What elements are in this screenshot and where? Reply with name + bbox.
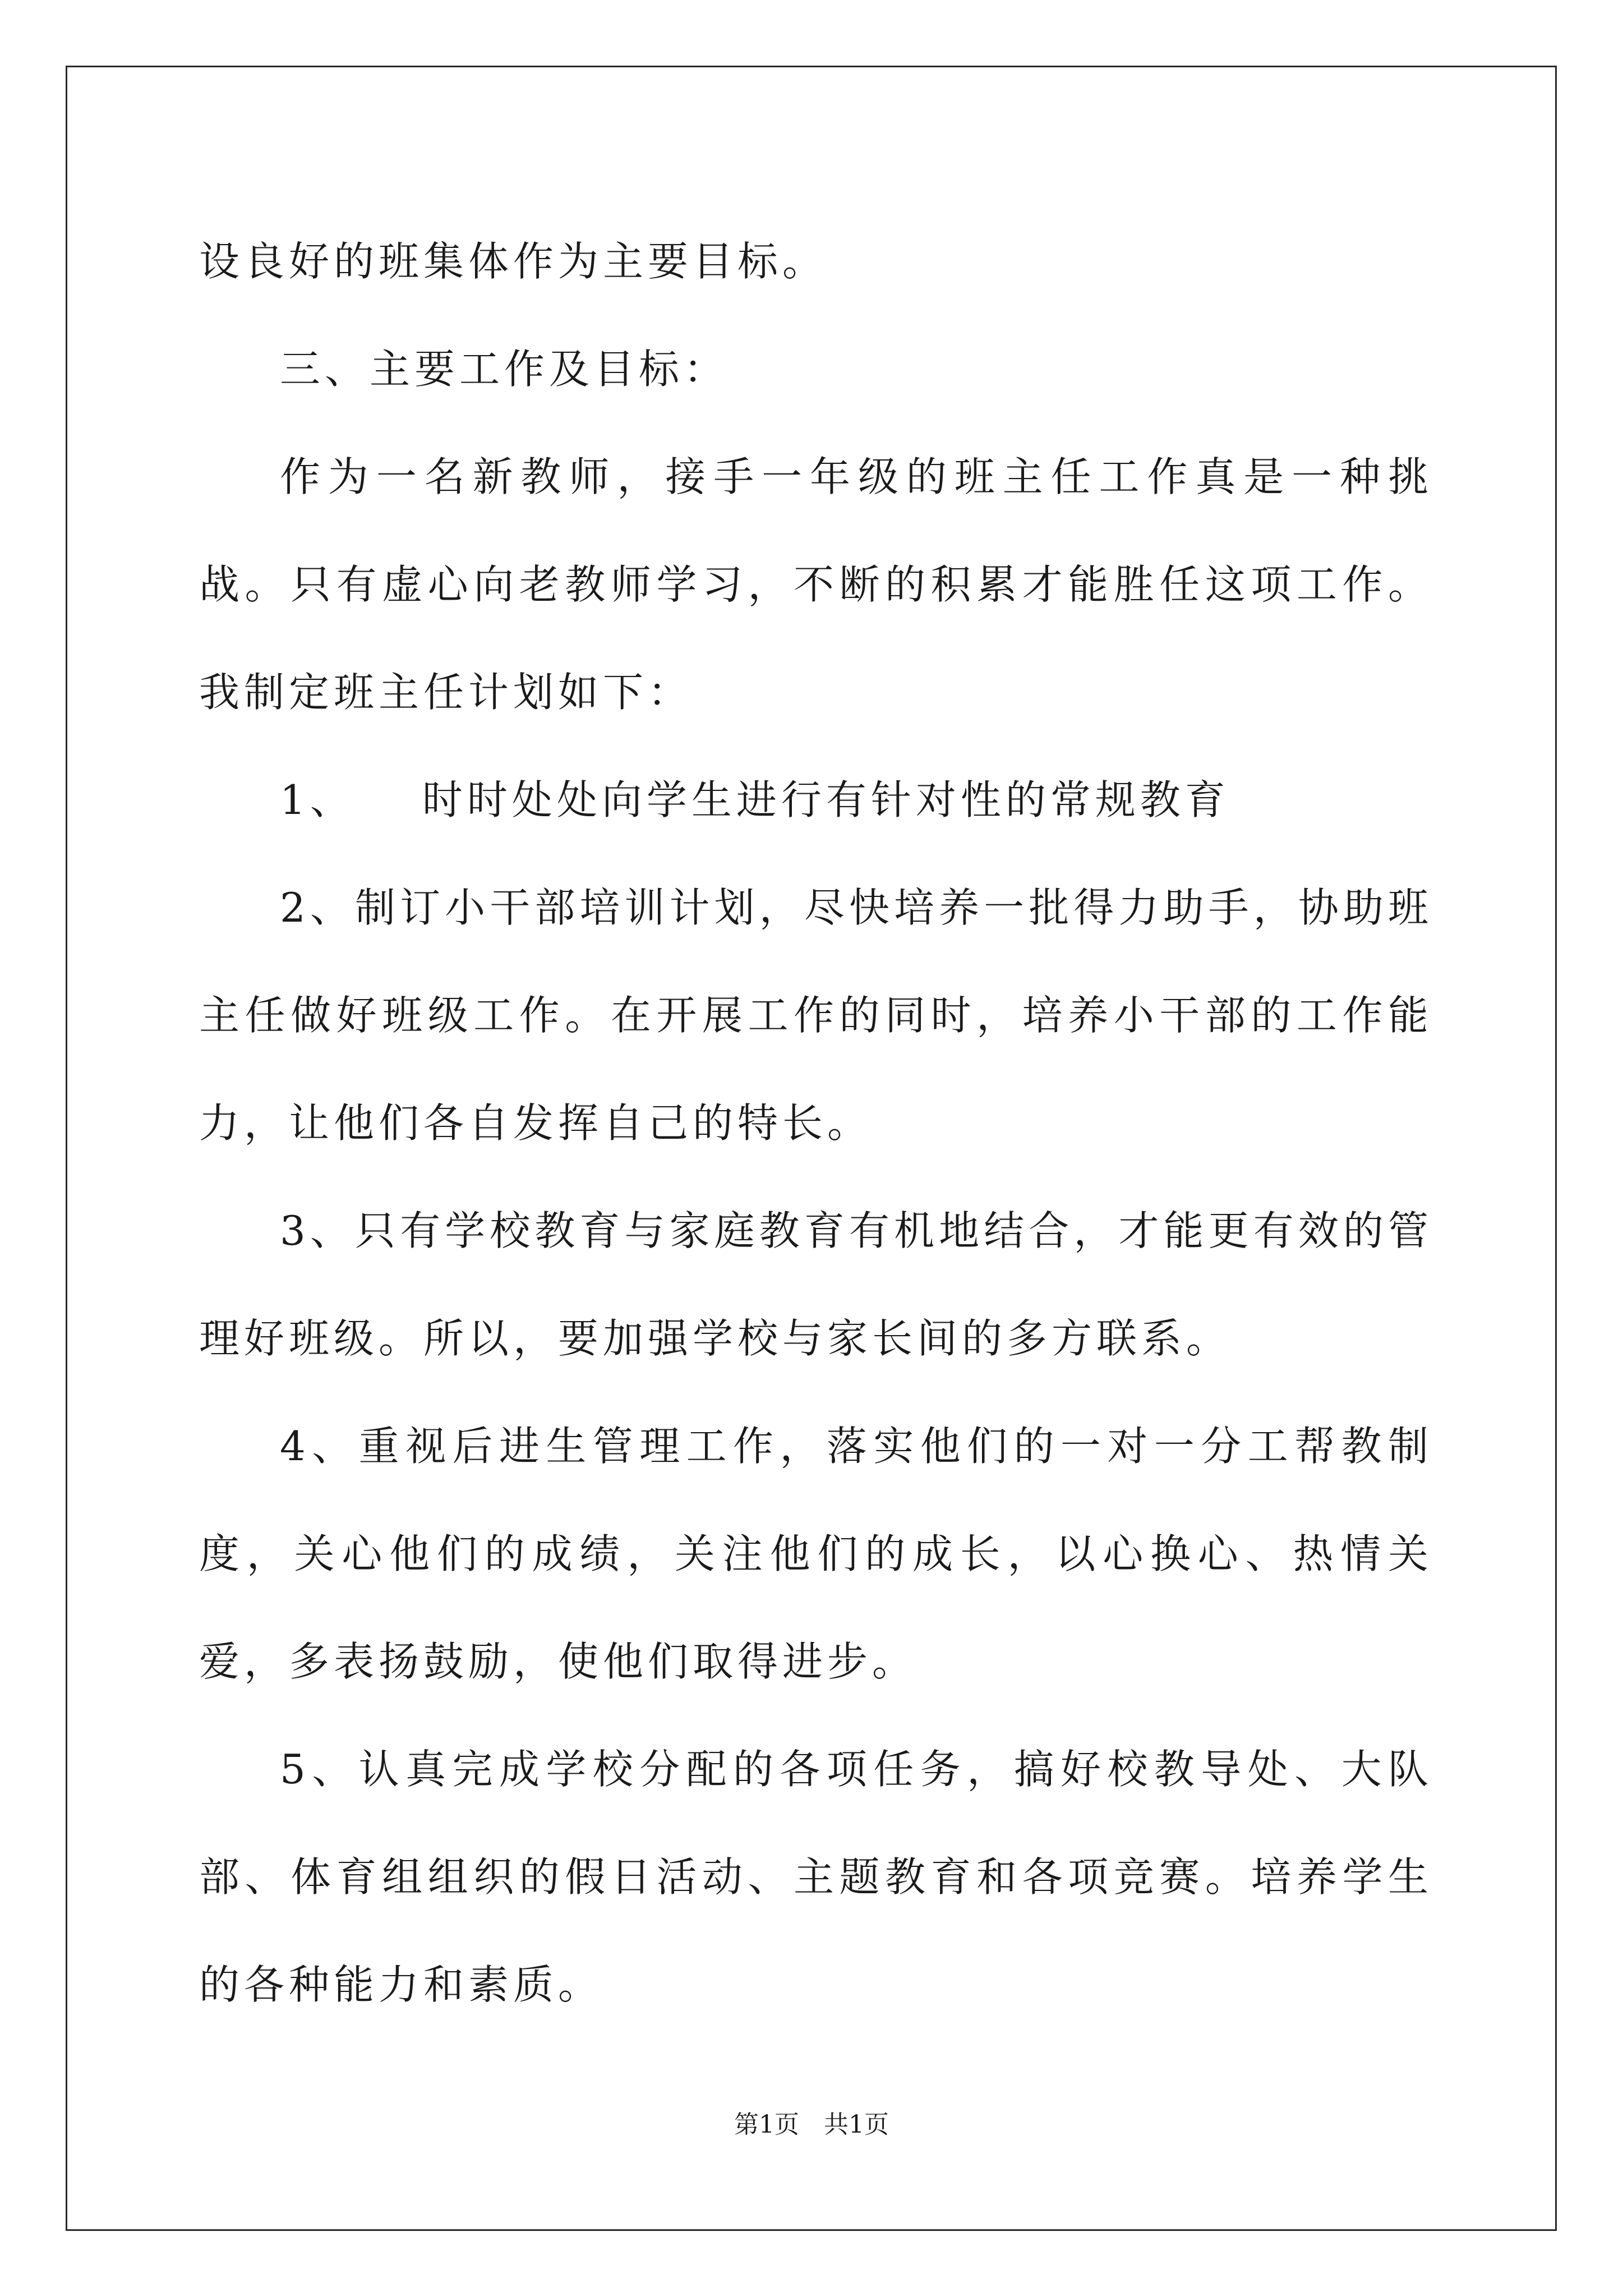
list-item-2: 2、制订小干部培训计划，尽快培养一批得力助手，协助班主任做好班级工作。在开展工作的同时，培养小干部的工作能力，让他们各自发挥自己的特长。: [199, 884, 1433, 1147]
list-item-1-number: 1、: [280, 776, 355, 823]
page-number: 第1页: [734, 2110, 799, 2139]
document-body: [199, 208, 1433, 2039]
section-heading: 三、主要工作及目标：: [280, 346, 729, 393]
list-item-3: 3、只有学校教育与家庭教育有机地结合，才能更有效的管理好班级。所以，要加强学校与家长间的多方联系。: [199, 1207, 1433, 1362]
list-item-1-text: 时时处处向学生进行有针对性的常规教育: [422, 776, 1230, 823]
paragraph-intro: 作为一名新教师，接手一年级的班主任工作真是一种挑战。只有虚心向老教师学习，不断的积累才能胜任这项工作。我制定班主任计划如下：: [199, 453, 1433, 716]
list-item-1: [199, 746, 1433, 854]
page-footer: [0, 2108, 1623, 2142]
list-item-4: 4、重视后进生管理工作，落实他们的一对一分工帮教制度，关心他们的成绩，关注他们的成长，以心换心、热情关爱，多表扬鼓励，使他们取得进步。: [199, 1423, 1433, 1685]
paragraph-1: 设良好的班集体作为主要目标。: [199, 238, 828, 285]
page-total: 共1页: [824, 2110, 889, 2139]
list-item-5: 5、认真完成学校分配的各项任务，搞好校教导处、大队部、体育组组织的假日活动、主题教育和各项竞赛。培养学生的各种能力和素质。: [199, 1746, 1433, 2008]
